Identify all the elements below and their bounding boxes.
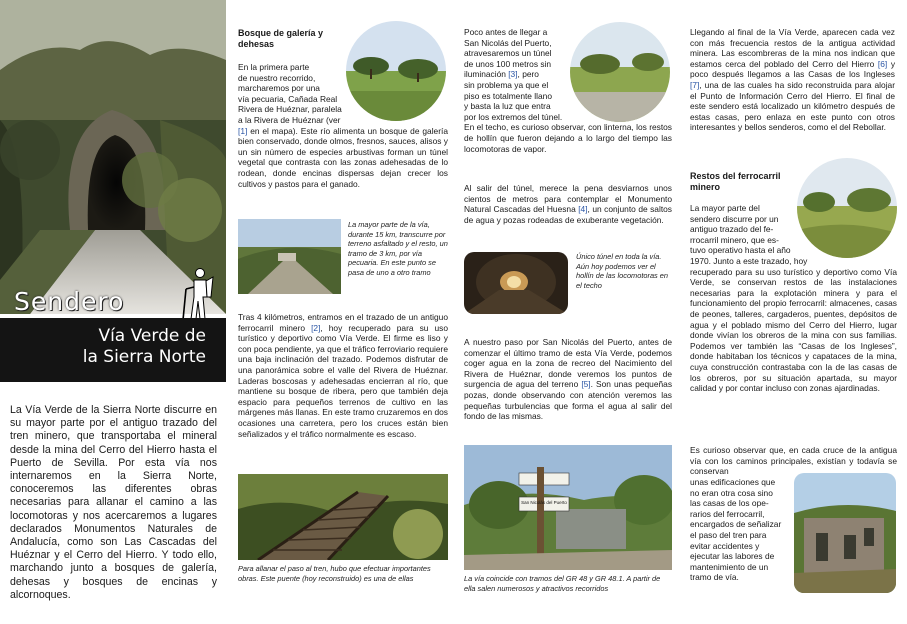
bridge-photo	[238, 474, 448, 560]
section-heading-restos	[690, 171, 805, 193]
mina-text-c: , una de las cuales ha sido reconstruida para alojar el Punto de Información Cerro del Hierro. El final de este sendero está localizado un kilómetro después de estas casas, pero enlaza en este punto con otros interesantes y bellos senderos, como el del Rebollar.	[690, 79, 895, 133]
bosque-line: En la primera parte	[238, 62, 310, 72]
tunel-line: Poco antes de llegar a	[464, 27, 548, 37]
map-ref-3[interactable]: [3]	[508, 69, 518, 80]
ferrocarril-text-a: Tras 4 kilómetros, entramos en el trazado de un antiguo ferrocarril minero	[238, 312, 448, 333]
tunel-line: de unos 100 metros sin	[464, 58, 552, 69]
mina-text-a: Llegando al final de la Vía Verde, aparecen cada vez con más frecuencia restos de la antigua actividad minera. Las escombreras de la mina nos indican que estamos cerca del poblado del Cerro del Hierro	[690, 27, 895, 69]
map-ref-2[interactable]: [2]	[311, 322, 321, 333]
ferrocarril-text-b: , hoy recuperado para su uso turístico y deportivo como Vía Verde. El firme es liso y con poca pendiente, ya que el tráfico ferroviario requiere una baja inclinación del trazado. Podemos disfrutar de una panorámica sobre el valle del Rivera de Huéznar. Laderas boscosas y adehesadas encierran al río, que mantiene su bosque de ribera, pero que también deja espacio para pequeños terrenos de cultivo en las márgenes más llanas. En este tramo cruzaremos en dos ocasiones una carretera, pero los cruces están bien señalizados y el tráfico normalmente es escaso.	[238, 322, 448, 439]
restos-text: recuperado para su uso turístico y deportivo como Vía Verde, se conservan restos de las instalaciones necesarias para la explotación minera y para el funcionamiento del propio ferrocarril: almacenes, casas de peones, talleres, cargaderos, puentes, depósitos de agua y el poblado mismo del Cerro del Hierro, lugar donde vivían los obreros de la mina con sus familias. Podemos ver también las “Casas de los Ingleses”, donde habitaban los técnicos y capataces de la mina, cuya construcción contrastaba con la de las casas de los obreros, por su situación apartada, su mayor calidad y por contar incluso con zonas ajardinadas.	[690, 266, 897, 394]
cruce-line: mantenimiento de un	[690, 561, 769, 572]
map-ref-4[interactable]: [4]	[578, 204, 588, 215]
cruce-line: encargados de señalizar	[690, 519, 782, 530]
intro-paragraph: La Vía Verde de la Sierra Norte discurre en su mayor parte por el antiguo trazado del tren minero, que transportaba el mineral desde la mina del Cerro del Hierro hasta el Puerto de Sevilla. Por esta vía nos internaremos en la Sierra Norte, conoceremos las diferentes obras necesarias para allanar el camino a las locomotoras y nos acercaremos a lugares declarados Monumentos Naturales de Andalucía, como son Las Cascadas del Huéznar y el Cerro del Hierro. Y todo ello, marchando junto a bosques de galería, dehesas y bosques de encinas y alcornoques.	[10, 404, 217, 601]
cruce-line: tramo de vía.	[690, 572, 739, 583]
bosque-line: vía pecuaria, Cañada Real	[238, 93, 338, 104]
cruce-paragraph	[690, 477, 790, 583]
mina-paragraph	[690, 27, 895, 133]
heading-line-1: Restos del ferrocarril	[690, 171, 781, 181]
bosque-line: de nuestro recorrido,	[238, 72, 316, 83]
tunel-line: piso es totalmente llano	[464, 90, 552, 101]
sendero-logo	[0, 287, 226, 317]
tunel-line: sin problema ya que el	[464, 79, 549, 90]
cascadas-text-a: Al salir del túnel, merece la pena desviarnos unos cientos de metros para contemplar el Monumento Natural Cascadas del Huesna	[464, 183, 672, 215]
restos-line: antiguo trazado del fe-	[690, 224, 774, 235]
logo-word: Sendero	[14, 287, 125, 316]
mina-text-b: y poco después llegamos a las Casas de los Ingleses	[690, 58, 896, 80]
restos-line: sendero discurre por un	[690, 213, 779, 224]
nacimiento-text-b: . Son unas pequeñas pozas, donde observando con atención veremos las pequeñas turbulencias que forma el agua al salir del fondo de las mismas.	[464, 379, 673, 422]
cascadas-text-b: , un conjunto de saltos de agua y pozas rodeadas de exuberante vegetación.	[464, 204, 672, 225]
bosque-paragraph	[238, 62, 448, 189]
tunel-text: En el techo, es curioso observar, con linterna, los restos de hollín que fueron dejando a lo largo del tiempo las locomotoras de vapor.	[464, 122, 672, 154]
cruce-line: rarios del ferrocarril,	[690, 508, 765, 519]
cover-title-band	[0, 318, 226, 382]
signpost-photo	[464, 445, 672, 570]
caption-via-pecuaria: La mayor parte de la vía, durante 15 km, transcurre por terreno asfaltado y el resto, un tramo de 3 km, por vía pecuaria. En este punto se pasa de uno a otro tramo	[348, 220, 448, 277]
restos-line: tuvo operativo hasta el año	[690, 245, 791, 256]
title-line-1: Vía Verde de	[98, 326, 206, 346]
title-line-2: la Sierra Norte	[82, 347, 206, 367]
bosque-line: Rivera de Huéznar, paralela	[238, 104, 342, 115]
casa-ruins-photo	[794, 473, 896, 593]
cruce-line: el paso del tren para	[690, 529, 767, 540]
cruce-line: las casas de los ope-	[690, 498, 769, 509]
bosque-line: a la Rivera de Huéznar (ver	[238, 114, 341, 125]
ferrocarril-paragraph	[238, 312, 448, 439]
caption-tunnel: Único túnel en toda la vía. Aún hoy podemos ver el hollín de las locomotoras en el techo	[576, 252, 669, 290]
heading-line-2: minero	[690, 182, 721, 192]
heading-line-2: dehesas	[238, 39, 275, 49]
nacimiento-text-a: A nuestro paso por San Nicolás del Puerto, antes de comenzar el último tramo de esta Vía Verde, podemos coger agua en la zona de recreo del Nacimiento del Rivera de Huéznar, donde veremos los puntos de surgencia de agua del terreno	[464, 337, 672, 390]
restos-line: 1970. Junto a este trazado, hoy	[690, 255, 808, 266]
bosque-text: en el mapa). Este río alimenta un bosque de galería bien conservado, donde olmos, fresnos, sauces, alisos y un sin número de especies arbustivas forman un túnel vegetal que contrasta con las zonas adehesadas de lo rodean, donde encinas dispersas dejan crecer los cultivos y pastos para el ganado.	[238, 125, 448, 189]
cruce-line: no eran otra cosa sino	[690, 487, 773, 498]
bosque-line: marcharemos por una	[238, 83, 320, 94]
map-ref-1[interactable]: [1]	[238, 125, 248, 136]
tunnel-interior-photo	[464, 252, 568, 314]
restos-paragraph	[690, 203, 897, 394]
tunel-paragraph	[464, 27, 672, 154]
caption-signpost: La vía coincide con tramos del GR 48 y GR 48.1. A partir de ella salen numerosos y atractivos recorridos	[464, 574, 661, 593]
cruce-line: evitar accidentes y	[690, 540, 760, 551]
via-pecuaria-photo	[238, 219, 341, 294]
cruce-line: unas edificaciones que	[690, 477, 776, 487]
map-ref-6[interactable]: [6]	[877, 58, 888, 69]
map-ref-5[interactable]: [5]	[581, 379, 591, 390]
tunel-line: por los extremos del túnel.	[464, 111, 563, 122]
nacimiento-paragraph	[464, 337, 672, 422]
sign-label: San Nicolás del Puerto	[521, 500, 567, 505]
tunel-line: y basta la luz que entra	[464, 101, 551, 112]
hiker-icon	[180, 267, 216, 321]
tunel-line: atravesaremos un túnel	[464, 48, 552, 59]
caption-bridge: Para allanar el paso al tren, hubo que efectuar importantes obras. Este puente (hoy reconstruido) es una de ellas	[238, 564, 431, 583]
section-heading-bosque	[238, 28, 348, 50]
restos-line: La mayor parte del	[690, 203, 760, 213]
cruce-line: ejecutar las labores de	[690, 551, 775, 562]
tunel-line: iluminación	[464, 69, 509, 80]
tunel-line: San Nicolás del Puerto,	[464, 37, 552, 48]
cascadas-paragraph	[464, 183, 672, 225]
restos-line: rrocarril minero, que es-	[690, 234, 779, 245]
cruce-paragraph-top: Es curioso observar que, en cada cruce de la antigua vía con los caminos principales, existían y todavía se conservan	[690, 445, 897, 477]
map-ref-7[interactable]: [7]	[690, 79, 700, 90]
heading-line-1: Bosque de galería y	[238, 28, 324, 38]
tunel-after-ref: , pero	[517, 69, 539, 80]
